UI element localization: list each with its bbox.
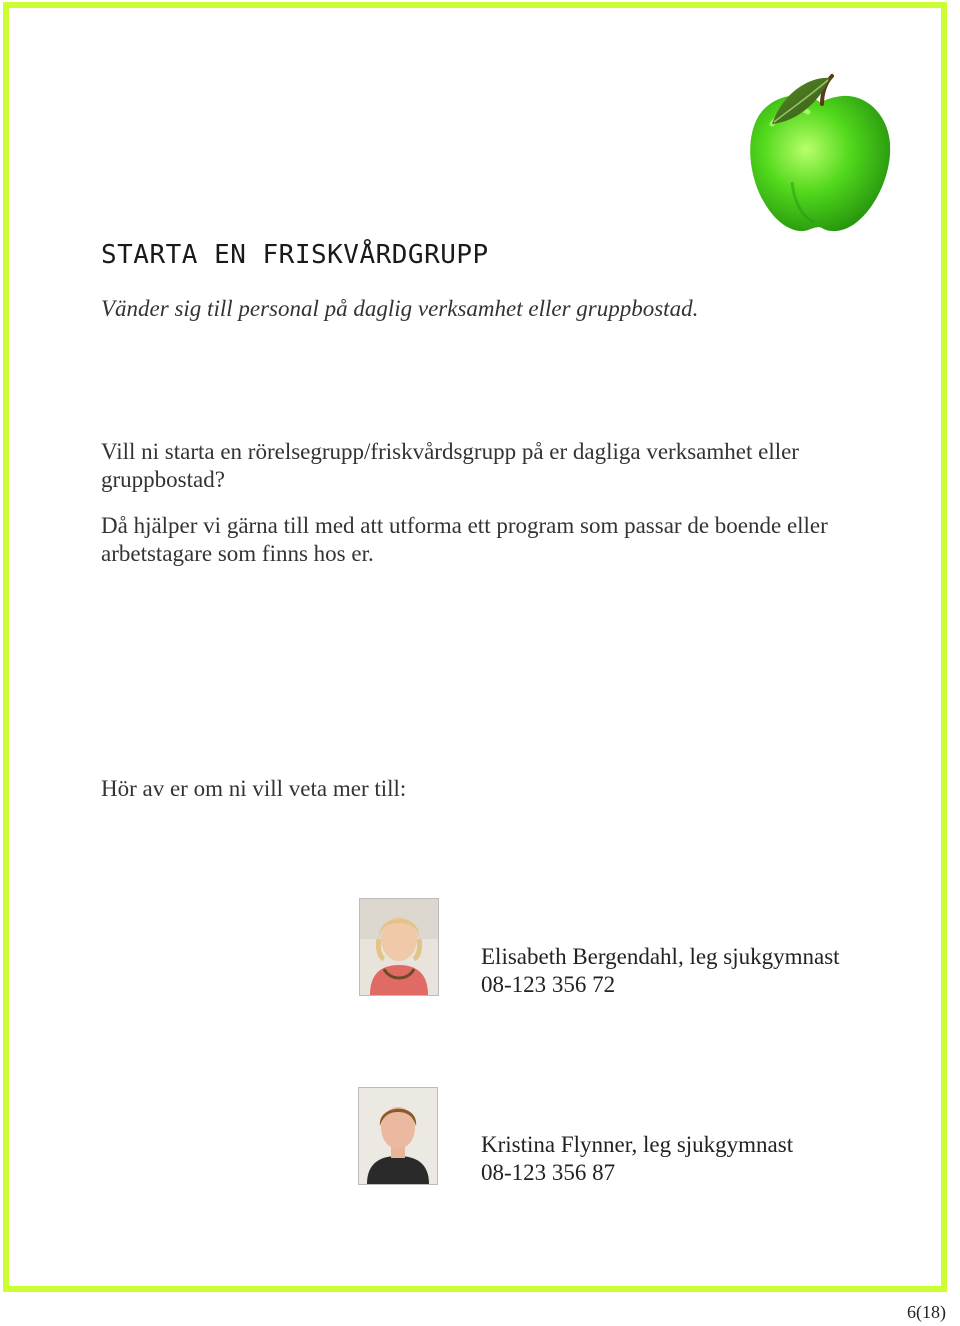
contact-phone: 08-123 356 72 xyxy=(481,972,616,997)
intro-paragraph: Vill ni starta en rörelsegrupp/friskvårdsgrupp på er dagliga verksamhet eller gruppbostad? xyxy=(101,439,799,492)
portrait-photo xyxy=(360,899,438,995)
page-title: STARTA EN FRISKVÅRDGRUPP xyxy=(101,240,489,270)
page-number: 6(18) xyxy=(907,1302,946,1322)
contact-photo-kristina xyxy=(358,1087,438,1185)
contact-name: Elisabeth Bergendahl, leg sjukgymnast xyxy=(481,944,840,969)
offer-paragraph: Då hjälper vi gärna till med att utforma ett program som passar de boende eller arbetstagare som finns hos er. xyxy=(101,513,828,566)
contact-card-1 xyxy=(481,943,840,999)
subtitle: Vänder sig till personal på daglig verksamhet eller gruppbostad. xyxy=(101,296,699,321)
contact-card-2 xyxy=(481,1131,793,1187)
contact-phone: 08-123 356 87 xyxy=(481,1160,616,1185)
green-apple-icon xyxy=(742,72,896,236)
portrait-photo xyxy=(359,1088,437,1184)
contact-intro: Hör av er om ni vill veta mer till: xyxy=(101,776,407,801)
contact-name: Kristina Flynner, leg sjukgymnast xyxy=(481,1132,794,1157)
contact-photo-elisabeth xyxy=(359,898,439,996)
